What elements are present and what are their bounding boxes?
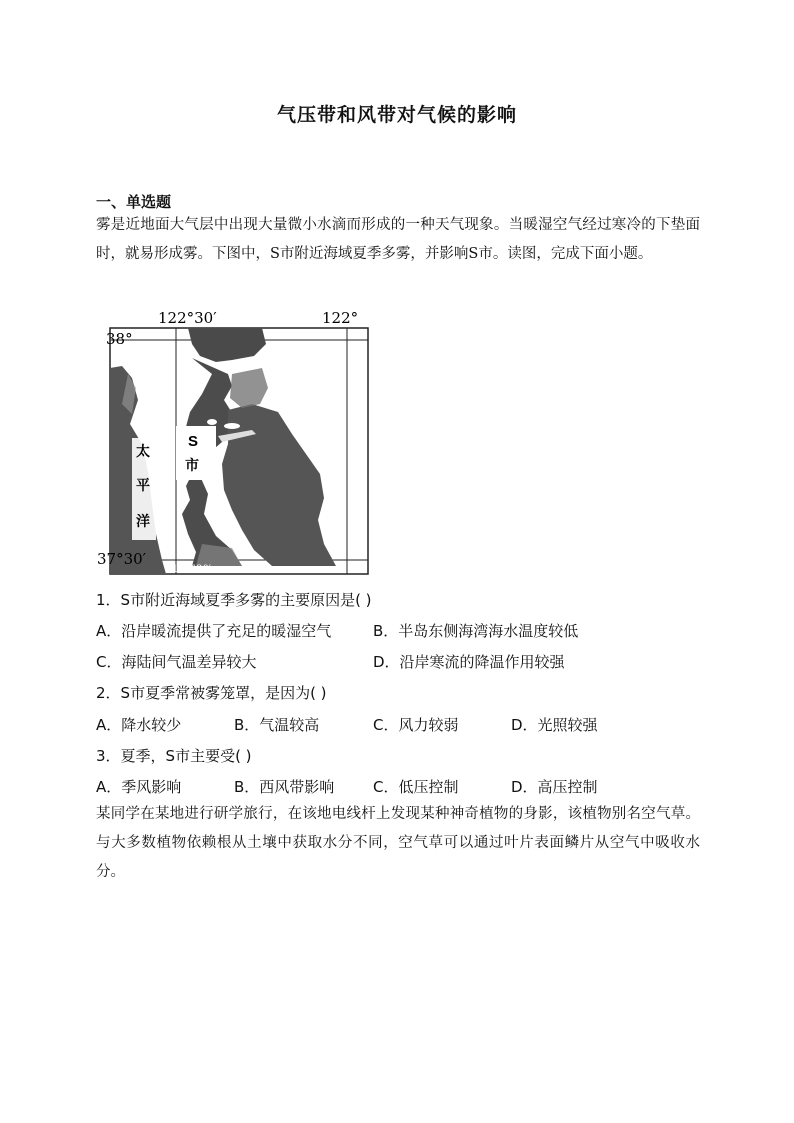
map-figure	[92, 304, 392, 584]
intro-paragraph: 雾是近地面大气层中出现大量微小水滴而形成的一种天气现象。当暖湿空气经过寒冷的下垫面时，就易形成雾。下图中，S市附近海域夏季多雾，并影响S市。读图，完成下面小题。	[96, 217, 700, 262]
island-2	[224, 423, 240, 429]
question-2-stem: 2．S市夏季常被雾笼罩，是因为( )	[96, 684, 327, 702]
lat-label-top: 38°	[106, 330, 133, 348]
north-land-shape	[188, 328, 266, 362]
question-3-option-b: B．西风带影响	[234, 778, 335, 796]
section-heading: 一、单选题	[96, 193, 172, 211]
question-2-option-b: B．气温较高	[234, 716, 320, 734]
question-1-option-d: D．沿岸寒流的降温作用较强	[373, 653, 565, 671]
city-letter: S	[188, 433, 199, 450]
question-1-option-c: C．海陆间气温差异较大	[96, 653, 257, 671]
east-peninsula-shape	[222, 404, 336, 566]
ocean-char-3: 洋	[136, 513, 150, 529]
question-3-stem: 3．夏季，S市主要受( )	[96, 747, 252, 765]
lon-label-bottom: 122°30′	[172, 564, 212, 575]
question-3-option-a: A．季风影响	[96, 778, 182, 796]
lat-label-bottom: 37°30′	[97, 550, 147, 568]
ocean-char-2: 平	[136, 477, 150, 493]
city-char: 市	[185, 457, 199, 473]
lon-label-top-left: 122°30′	[158, 309, 217, 327]
question-1-option-b: B．半岛东侧海湾海水温度较低	[373, 622, 579, 640]
question-2-option-c: C．风力较弱	[373, 716, 459, 734]
bay-shading	[230, 368, 268, 408]
question-2-option-a: A．降水较少	[96, 716, 182, 734]
south-shading	[196, 544, 242, 566]
page-title: 气压带和风带对气候的影响	[276, 104, 517, 126]
ocean-char-1: 太	[136, 443, 150, 459]
map-svg	[92, 304, 392, 584]
question-2-option-d: D．光照较强	[511, 716, 598, 734]
question-3-option-c: C．低压控制	[373, 778, 459, 796]
question-1-stem: 1．S市附近海域夏季多雾的主要原因是( )	[96, 591, 372, 609]
lon-label-top-right: 122°	[322, 309, 359, 327]
question-1-option-a: A．沿岸暖流提供了充足的暖湿空气	[96, 622, 332, 640]
island-1	[207, 419, 217, 425]
outro-paragraph: 某同学在某地进行研学旅行，在该地电线杆上发现某种神奇植物的身影，该植物别名空气草。与大多数植物依赖根从土壤中获取水分不同，空气草可以通过叶片表面鳞片从空气中吸收水分。	[96, 806, 700, 880]
question-3-option-d: D．高压控制	[511, 778, 598, 796]
